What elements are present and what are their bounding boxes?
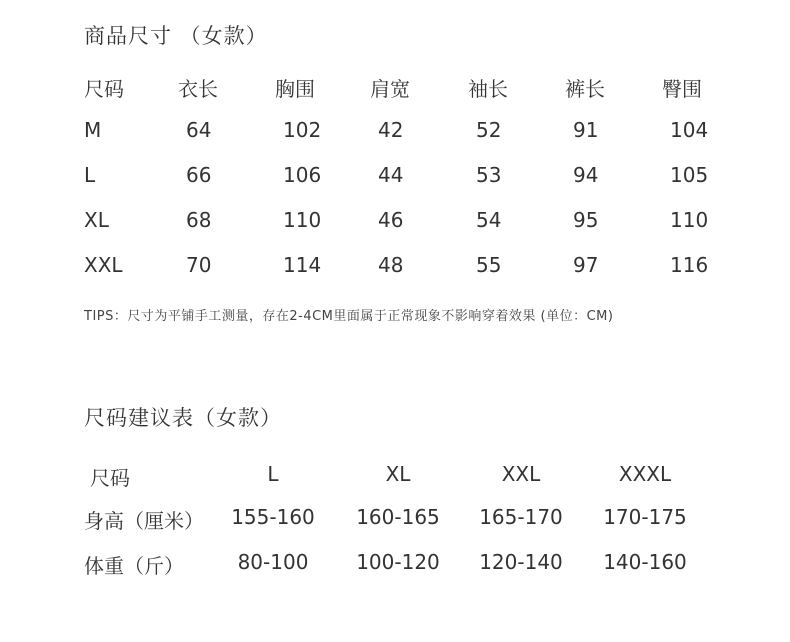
size-table-cell: 64	[186, 118, 212, 142]
size-table-cell: M	[84, 118, 102, 142]
size-table-cell: 48	[378, 253, 404, 277]
recommend-header-cell: XXXL	[618, 462, 672, 486]
size-table-cell: 95	[573, 208, 599, 232]
recommend-header-cell: L	[267, 462, 279, 486]
recommend-table-cell: 体重（斤）	[84, 554, 184, 578]
size-table-cell: 105	[670, 163, 709, 187]
size-table-cell: 114	[283, 253, 322, 277]
size-header-cell: 袖长	[468, 77, 508, 101]
size-chart-title: 商品尺寸 （女款）	[84, 24, 268, 48]
recommend-table-cell: 80-100	[237, 550, 309, 574]
size-table-cell: 116	[670, 253, 709, 277]
size-table-cell: 104	[670, 118, 709, 142]
size-table-cell: 68	[186, 208, 212, 232]
size-header-cell: 肩宽	[370, 77, 410, 101]
recommend-table-cell: 155-160	[231, 505, 315, 529]
size-table-cell: 66	[186, 163, 212, 187]
recommend-header-cell: XXL	[501, 462, 541, 486]
size-table-cell: 55	[476, 253, 502, 277]
size-table-cell: 70	[186, 253, 212, 277]
recommend-table-cell: 120-140	[479, 550, 563, 574]
recommend-table-cell: 165-170	[479, 505, 563, 529]
size-tips: TIPS：尺寸为平铺手工测量，存在2-4CM里面属于正常现象不影响穿着效果 (单位：CM)	[84, 309, 614, 324]
size-table-cell: 110	[283, 208, 322, 232]
recommend-table-cell: 170-175	[603, 505, 687, 529]
size-table-cell: 44	[378, 163, 404, 187]
size-table-cell: 94	[573, 163, 599, 187]
size-header-cell: 臀围	[662, 77, 702, 101]
recommend-chart-title: 尺码建议表（女款）	[84, 406, 282, 430]
size-table-cell: 102	[283, 118, 322, 142]
recommend-table-cell: 160-165	[356, 505, 440, 529]
size-table-cell: 53	[476, 163, 502, 187]
size-table-cell: L	[84, 163, 96, 187]
size-table-cell: 110	[670, 208, 709, 232]
size-header-cell: 衣长	[178, 77, 218, 101]
size-table-cell: 42	[378, 118, 404, 142]
size-header-cell: 胸围	[275, 77, 315, 101]
recommend-table-cell: 100-120	[356, 550, 440, 574]
size-table-cell: 54	[476, 208, 502, 232]
recommend-header-cell: XL	[385, 462, 411, 486]
size-header-cell: 尺码	[84, 77, 124, 101]
size-table-cell: 46	[378, 208, 404, 232]
recommend-table-cell: 身高（厘米）	[84, 509, 204, 533]
size-table-cell: 97	[573, 253, 599, 277]
recommend-table-cell: 140-160	[603, 550, 687, 574]
size-table-cell: XXL	[84, 253, 123, 277]
recommend-header-cell: 尺码	[90, 466, 130, 490]
size-table-cell: XL	[84, 208, 109, 232]
size-table-cell: 52	[476, 118, 502, 142]
size-table-cell: 106	[283, 163, 322, 187]
size-header-cell: 裤长	[565, 77, 605, 101]
size-table-cell: 91	[573, 118, 599, 142]
